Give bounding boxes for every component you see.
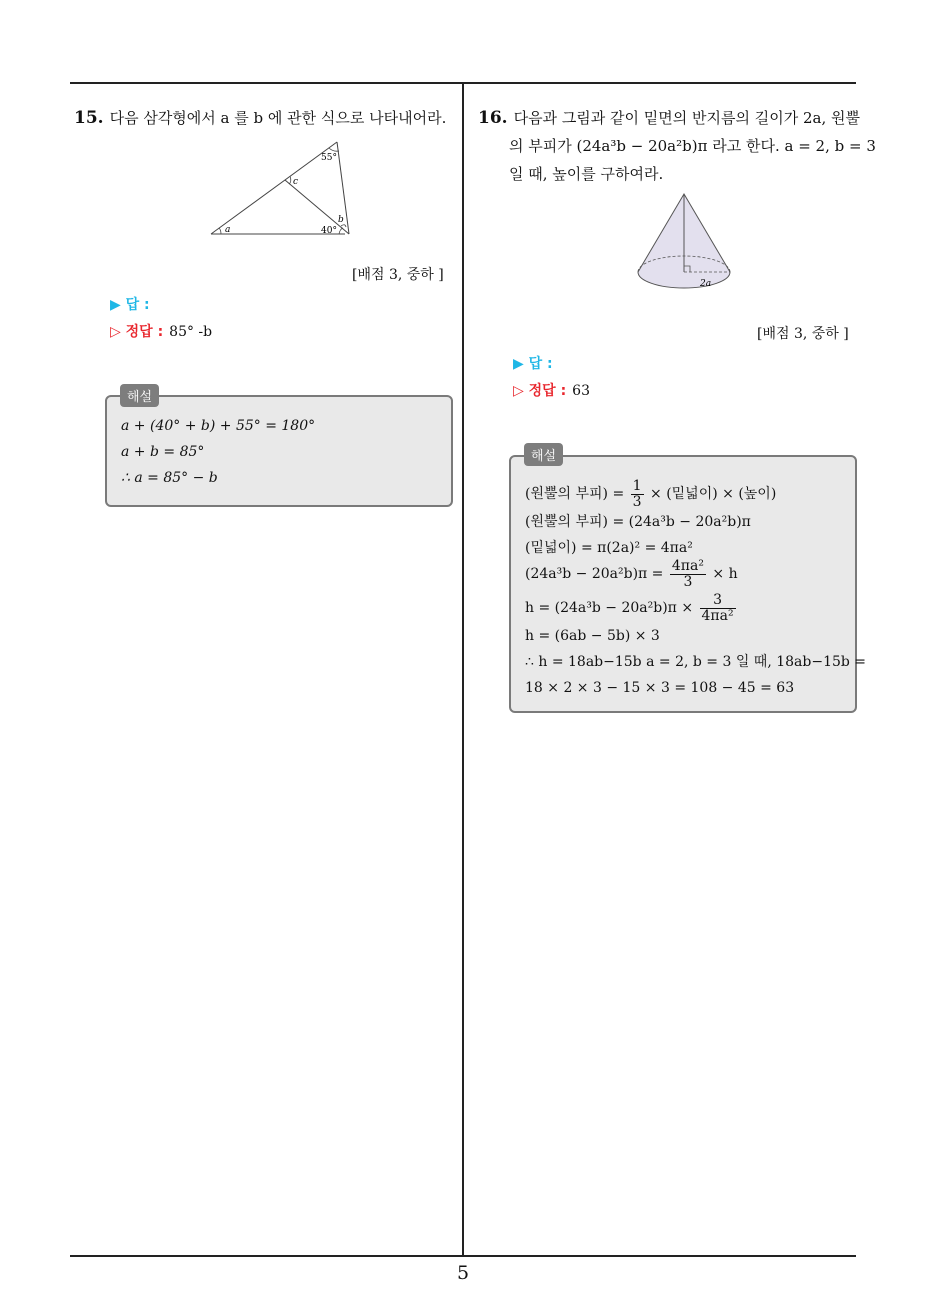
cone-figure [632, 190, 736, 298]
question-text-line-2: 의 부피가 (24a³b − 20a²b)π 라고 한다. a = 2, b = 3 [509, 137, 876, 155]
explain-line-3: (밑넓이) = π(2a)² = 4πa² [525, 540, 693, 556]
q15-correct-row [110, 321, 212, 341]
angle-40-label: 40° [321, 226, 337, 236]
question-15 [74, 104, 454, 132]
page-number: 5 [456, 1262, 470, 1284]
correct-label: ▷ 정답 : [513, 383, 567, 399]
q15-explanation-tag: 해설 [120, 384, 159, 407]
q16-explanation-box [509, 455, 867, 713]
answer-label: ▶ 답 : [110, 297, 150, 313]
question-16 [478, 104, 876, 188]
angle-55-label: 55° [321, 153, 337, 163]
fraction-base-area: $\frac{\text{4πa²}}{3}$ [671, 557, 704, 590]
q15-answer-row [110, 294, 150, 314]
bottom-rule [70, 1255, 856, 1257]
explain-line-2: a + b = 85° [121, 444, 205, 460]
question-number: 16. [478, 108, 508, 128]
correct-value: 63 [572, 383, 590, 399]
q16-answer-row [513, 353, 553, 373]
correct-value: 85° -b [169, 324, 213, 340]
question-number: 15. [74, 108, 104, 128]
explain-line-2: (원뿔의 부피) = (24a³b − 20a²b)π [525, 514, 751, 530]
q15-explanation-box [105, 395, 453, 507]
angle-c-label: c [293, 177, 299, 187]
explain-line-1: (원뿔의 부피) = $\frac{1}{3}$ × (밑넓이) × (높이) [525, 477, 777, 510]
question-text: 다음 삼각형에서 a 를 b 에 관한 식으로 나타내어라. [109, 109, 447, 127]
angle-a-label: a [225, 225, 231, 235]
explain-line-6: h = (6ab − 5b) × 3 [525, 628, 660, 644]
explain-line-8: 18 × 2 × 3 − 15 × 3 = 108 − 45 = 63 [525, 680, 795, 696]
angle-b-label: b [338, 215, 344, 225]
explain-line-3: ∴ a = 85° − b [121, 470, 218, 486]
explain-line-5: h = (24a³b − 20a²b)π × $\frac{3}{\text{4πa²}}$ [525, 591, 734, 624]
question-text-line-1: 다음과 그림과 같이 밑면의 반지름의 길이가 2a, 원뿔 [513, 109, 861, 127]
question-text-line-3: 일 때, 높이를 구하여라. [509, 165, 664, 183]
q16-explanation-tag: 해설 [524, 443, 563, 466]
explain-line-7: ∴ h = 18ab−15b a = 2, b = 3 일 때, 18ab−15b = [525, 654, 867, 670]
correct-label: ▷ 정답 : [110, 324, 164, 340]
q15-score: [배점 3, 중하 ] [352, 267, 444, 283]
q16-correct-row [513, 380, 590, 400]
answer-label: ▶ 답 : [513, 356, 553, 372]
explain-line-4: (24a³b − 20a²b)π = $\frac{\text{4πa²}}{3}$ × h [525, 557, 738, 590]
radius-label: 2a [700, 279, 712, 289]
fraction-one-third: $\frac{1}{3}$ [632, 477, 642, 510]
q16-score: [배점 3, 중하 ] [757, 326, 849, 342]
explain-line-1: a + (40° + b) + 55° = 180° [121, 418, 316, 434]
triangle-figure [205, 138, 355, 240]
column-divider [462, 82, 464, 1256]
fraction-inverse: $\frac{3}{\text{4πa²}}$ [701, 591, 734, 624]
